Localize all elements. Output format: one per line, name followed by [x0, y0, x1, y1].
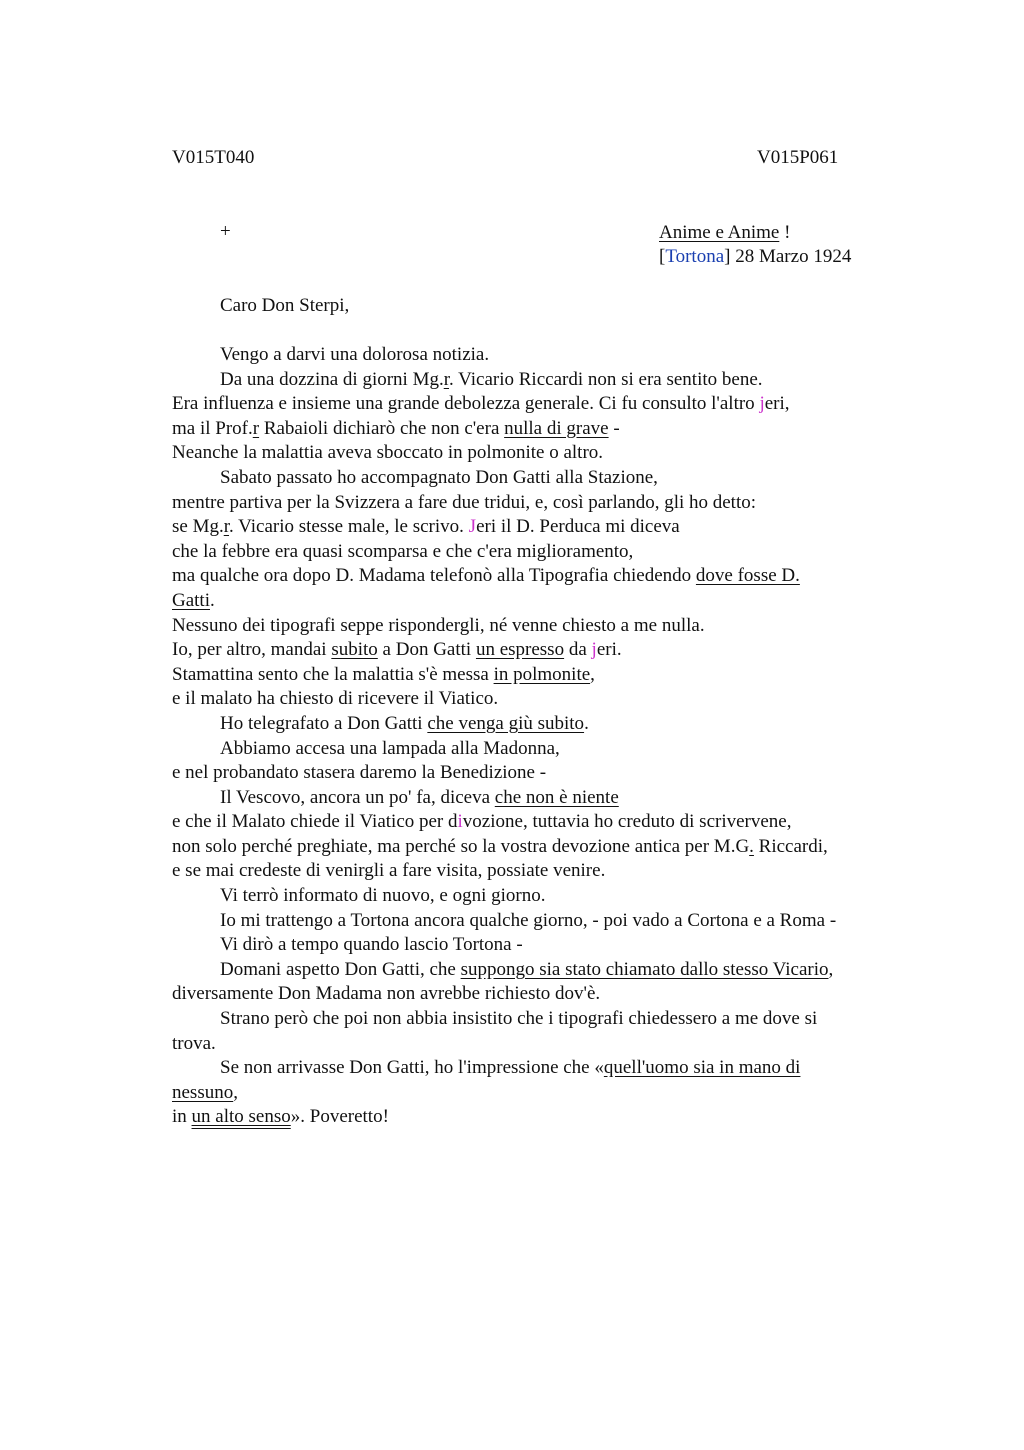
underlined-text: quell'uomo sia in mano di — [603, 1057, 801, 1079]
letter-title — [659, 221, 790, 245]
letter-line — [172, 884, 902, 909]
letter-line — [172, 1007, 902, 1032]
letter-line — [172, 614, 902, 639]
letter-line — [172, 466, 902, 491]
letter-line — [172, 835, 902, 860]
text-segment: Sabato passato ho accompagnato Don Gatti alla Stazione, — [220, 466, 658, 488]
text-segment: Stamattina sento che la malattia s'è messa — [172, 663, 494, 685]
text-segment: Nessuno dei tipografi seppe rispondergli, né venne chiesto a me nulla. — [172, 614, 705, 636]
text-segment: . — [210, 589, 215, 611]
letter-line — [172, 392, 902, 417]
underlined-text: r — [223, 516, 230, 538]
cross-mark: + — [220, 221, 231, 242]
text-segment: ma il Prof. — [172, 417, 253, 439]
letter-line — [172, 1105, 902, 1130]
underlined-text: Gatti — [172, 589, 210, 611]
text-segment: Era influenza e insieme una grande debolezza generale. Ci fu consulto l'altro — [172, 393, 760, 415]
letter-line — [172, 441, 902, 466]
underlined-text: r — [443, 368, 450, 390]
text-segment: Abbiamo accesa una lampada alla Madonna, — [220, 737, 560, 759]
underlined-text: suppongo sia stato chiamato dallo stesso Vicario — [460, 958, 829, 980]
letter-line — [172, 663, 902, 688]
text-segment: e il malato ha chiesto di ricevere il Viatico. — [172, 688, 499, 710]
letter-line — [172, 737, 902, 762]
underlined-text: . — [749, 835, 754, 857]
letter-line — [172, 909, 902, 934]
text-segment: Se non arrivasse Don Gatti, ho l'impressione che « — [220, 1057, 604, 1079]
text-segment: mentre partiva per la Svizzera a fare due tridui, e, così parlando, gli ho detto: — [172, 491, 757, 513]
document-ref-left: V015T040 — [172, 147, 255, 168]
underlined-text: nulla di grave — [504, 417, 609, 439]
text-segment: non solo perché preghiate, ma perché so la vostra devozione antica per M.G — [172, 835, 750, 857]
underlined-text: subito — [331, 639, 378, 661]
text-segment: e nel probandato stasera daremo la Benedizione - — [172, 762, 547, 784]
text-segment: . — [584, 712, 589, 734]
letter-line — [172, 1056, 902, 1081]
editorial-letter: j — [759, 393, 765, 415]
text-segment: Vi dirò a tempo quando lascio Tortona - — [220, 934, 523, 956]
dateline-bracket-close: ] — [724, 246, 731, 267]
text-segment: eri, — [764, 393, 790, 415]
text-segment: Il Vescovo, ancora un po' fa, diceva — [220, 786, 495, 808]
text-segment: in — [172, 1106, 192, 1128]
text-segment: Strano però che poi non abbia insistito che i tipografi chiedessero a me dove si — [220, 1008, 818, 1030]
underlined-text: r — [252, 417, 260, 439]
text-segment: trova. — [172, 1032, 216, 1054]
letter-body — [172, 343, 902, 1130]
text-segment: Io, per altro, mandai — [172, 639, 332, 661]
letter-line — [172, 540, 902, 565]
text-segment: eri. — [596, 639, 622, 661]
letter-line — [172, 958, 902, 983]
text-segment: Io mi trattengo a Tortona ancora qualche giorno, - poi vado a Cortona e a Roma - — [220, 909, 837, 931]
text-segment: Vengo a darvi una dolorosa notizia. — [220, 344, 490, 365]
dateline-date: 28 Marzo 1924 — [730, 246, 852, 267]
text-segment: , — [828, 958, 834, 980]
letter-line — [172, 368, 902, 393]
text-segment: Neanche la malattia aveva sboccato in polmonite o altro. — [172, 442, 604, 464]
text-segment: eri il D. Perduca mi diceva — [476, 516, 680, 538]
letter-line — [172, 786, 902, 811]
underlined-text: un espresso — [475, 639, 565, 661]
title-suffix: ! — [779, 222, 791, 243]
text-segment: , — [590, 663, 595, 685]
text-segment: Rabaioli dichiarò che non c'era — [259, 417, 505, 439]
letter-line — [172, 859, 902, 884]
underlined-text: nessuno — [172, 1081, 234, 1103]
text-segment: Vi terrò informato di nuovo, e ogni giorno. — [220, 885, 546, 907]
text-segment: se Mg. — [172, 516, 224, 538]
letter-line — [172, 933, 902, 958]
salutation: Caro Don Sterpi, — [220, 295, 350, 316]
text-segment: da — [564, 639, 592, 661]
text-segment: . Vicario Riccardi non si era sentito bene. — [449, 368, 763, 390]
text-segment: diversamente Don Madama non avrebbe richiesto dov'è. — [172, 983, 601, 1005]
text-segment: - — [608, 417, 620, 439]
text-segment: . Vicario stesse male, le scrivo. — [229, 516, 469, 538]
letter-line — [172, 761, 902, 786]
letter-line — [172, 417, 902, 442]
text-segment: Da una dozzina di giorni Mg. — [220, 368, 444, 390]
text-segment: , — [233, 1081, 238, 1103]
letter-line — [172, 564, 902, 589]
text-segment: che la febbre era quasi scomparsa e che c'era miglioramento, — [172, 540, 634, 562]
letter-line — [172, 515, 902, 540]
document-ref-right: V015P061 — [757, 147, 839, 168]
text-segment: e che il Malato chiede il Viatico per d — [172, 811, 458, 833]
letter-line — [172, 1032, 902, 1057]
underlined-text: che venga giù subito — [427, 712, 585, 734]
text-segment: Ho telegrafato a Don Gatti — [220, 712, 428, 734]
editorial-letter: j — [591, 639, 597, 661]
editorial-letter: J — [468, 516, 477, 538]
dateline — [659, 245, 851, 269]
letter-line — [172, 982, 902, 1007]
letter-line — [172, 712, 902, 737]
text-segment: Riccardi, — [753, 835, 828, 857]
dateline-bracket-open: [ — [659, 246, 666, 267]
title-underlined: Anime e Anime — [659, 222, 780, 243]
underlined-text: che non è niente — [494, 786, 619, 808]
editorial-letter: i — [457, 811, 463, 833]
letter-line — [172, 343, 902, 368]
text-segment: vozione, tuttavia ho creduto di scrivervene, — [462, 811, 792, 833]
text-segment: Domani aspetto Don Gatti, che — [220, 958, 461, 980]
letter-line — [172, 810, 902, 835]
letter-line — [172, 1081, 902, 1106]
underlined-text: in polmonite — [493, 663, 591, 685]
letter-line — [172, 589, 902, 614]
text-segment: e se mai credeste di venirgli a fare visita, possiate venire. — [172, 860, 606, 882]
dateline-place: Tortona — [665, 246, 725, 267]
letter-line — [172, 491, 902, 516]
underlined-text: dove fosse D. — [695, 565, 800, 587]
letter-line — [172, 687, 902, 712]
underlined-text: un alto senso — [191, 1106, 291, 1128]
text-segment: a Don Gatti — [377, 639, 476, 661]
letter-line — [172, 638, 902, 663]
text-segment: ». Poveretto! — [290, 1106, 389, 1128]
text-segment: ma qualche ora dopo D. Madama telefonò alla Tipografia chiedendo — [172, 565, 696, 587]
